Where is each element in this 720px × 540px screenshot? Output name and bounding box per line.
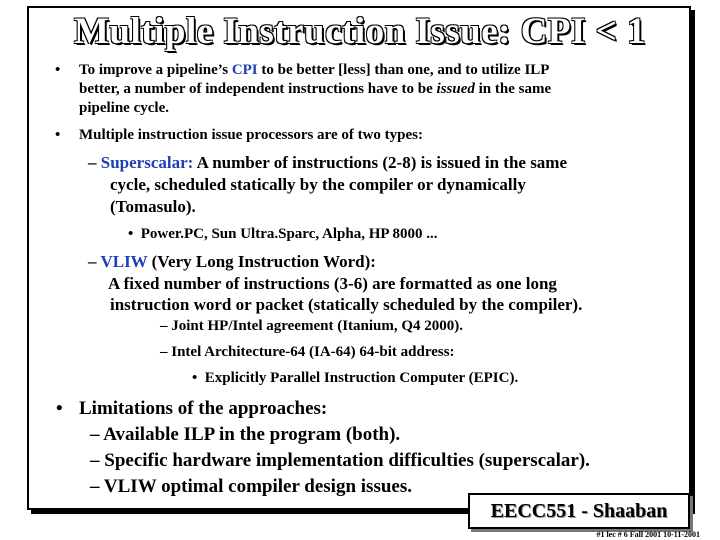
vliw-line3: instruction word or packet (statically scheduled by the compiler). <box>110 295 583 314</box>
vliw-sub1: – Joint HP/Intel agreement (Itanium, Q4 2000). <box>160 318 464 334</box>
limitations-item: – Available ILP in the program (both). <box>90 424 401 445</box>
issued-term: issued <box>436 81 475 97</box>
superscalar-label: Superscalar: <box>100 153 194 172</box>
bullet1-line1: To improve a pipeline’s CPI to be better [less] than one, and to utilize ILP <box>79 62 550 78</box>
limitations-item: – VLIW optimal compiler design issues. <box>90 476 412 497</box>
bullet2-text: Multiple instruction issue processors are of two types: <box>79 127 424 143</box>
bullet-marker: • <box>55 62 61 78</box>
footer-lecture-info: #1 lec # 6 Fall 2001 10-11-2001 <box>596 530 700 539</box>
bullet-marker: • <box>55 127 61 143</box>
limitations-item: – Specific hardware implementation difficulties (superscalar). <box>90 450 590 471</box>
vliw-sub2: – Intel Architecture-64 (IA-64) 64-bit address: <box>160 344 455 360</box>
vliw-sub3: • Explicitly Parallel Instruction Computer (EPIC). <box>192 370 519 386</box>
superscalar-line1: – Superscalar: A number of instructions (2-8) is issued in the same <box>88 153 568 172</box>
bullet-marker: • <box>56 398 63 419</box>
cpi-term: CPI <box>231 62 258 78</box>
superscalar-line3: (Tomasulo). <box>110 197 196 216</box>
limitations-heading: Limitations of the approaches: <box>79 398 328 419</box>
vliw-label: VLIW <box>100 252 148 271</box>
vliw-line1: – VLIW (Very Long Instruction Word): <box>88 252 376 271</box>
slide-title: Multiple Instruction Issue: CPI < 1 <box>73 11 647 52</box>
superscalar-examples: • Power.PC, Sun Ultra.Sparc, Alpha, HP 8000 ... <box>128 226 438 242</box>
bullet1-line2: better, a number of independent instructions have to be issued in the same <box>79 81 552 97</box>
vliw-line2: A fixed number of instructions (3-6) are formatted as one long <box>108 274 557 293</box>
superscalar-line2: cycle, scheduled statically by the compiler or dynamically <box>110 175 526 194</box>
course-badge: EECC551 - Shaaban <box>468 493 690 529</box>
bullet1-line3: pipeline cycle. <box>79 100 169 116</box>
